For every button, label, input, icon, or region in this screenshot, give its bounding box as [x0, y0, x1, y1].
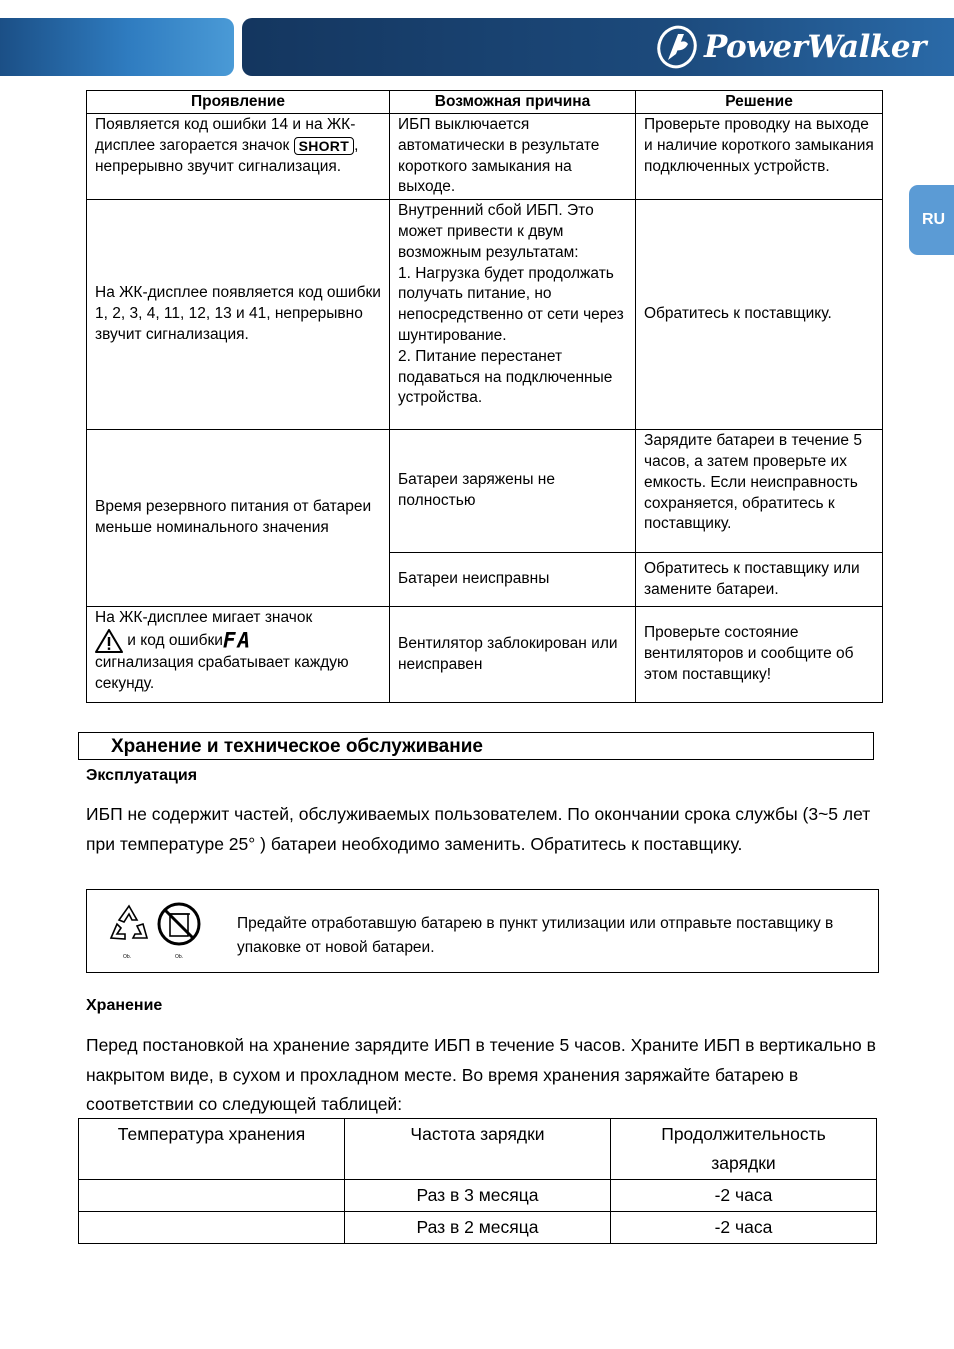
solution-cell: Проверьте проводку на выходе и наличие короткого замыкания подключенных устройств.: [636, 114, 883, 200]
solution-cell: Зарядите батареи в течение 5 часов, а затем проверьте их емкость. Если неисправность сохраняется, обратитесь к поставщику.: [636, 430, 883, 553]
table-row: [79, 1180, 877, 1212]
section-title: Хранение и техническое обслуживание: [78, 732, 874, 760]
recycle-icon-label: Ob.: [123, 954, 132, 960]
storage-table: [78, 1118, 877, 1244]
cause-cell: Батареи заряжены не полностью: [390, 430, 636, 553]
symptom-cell: [87, 114, 390, 200]
recycle-icon: [107, 902, 151, 956]
header-duration: Продолжительность зарядки: [611, 1119, 877, 1180]
header-symptom: Проявление: [87, 91, 390, 114]
cause-cell: ИБП выключается автоматически в результате короткого замыкания на выходе.: [390, 114, 636, 200]
duration-cell: -2 часа: [611, 1180, 877, 1212]
cause-line: 1. Нагрузка будет продолжать получать питание, но непосредственно от сети через шунтирование.: [398, 264, 624, 344]
table-row: [87, 114, 883, 200]
table-row: [87, 430, 883, 553]
cause-line: Внутренний сбой ИБП. Это может привести к двум возможным результатам:: [398, 202, 594, 261]
symptom-line: На ЖК-дисплее мигает значок: [95, 609, 313, 627]
recycle-text: Предайте отработавшую батарею в пункт утилизации или отправьте поставщику в упаковке от новой батареи.: [237, 915, 834, 956]
recycle-notice: [86, 889, 879, 973]
symptom-cell: Время резервного питания от батареи меньше номинального значения: [87, 430, 390, 607]
bin-icon-label: Ob.: [175, 954, 184, 960]
duration-cell: -2 часа: [611, 1212, 877, 1244]
temperature-cell: [79, 1180, 345, 1212]
cause-line: 2. Питание перестанет подаваться на подключенные устройства.: [398, 347, 613, 407]
header-frequency: Частота зарядки: [345, 1119, 611, 1180]
header-bar-left: [0, 18, 234, 76]
powerwalker-logo-icon: [654, 24, 700, 70]
storage-heading: Хранение: [86, 997, 163, 1014]
storage-text: Перед постановкой на хранение зарядите ИБП в течение 5 часов. Храните ИБП в вертикально в накрытом виде, в сухом и прохладном месте. Во время хранения заряжайте батарею в соответствии со следующей таблицей:: [86, 1035, 876, 1114]
frequency-cell: Раз в 3 месяца: [345, 1180, 611, 1212]
header-cause: Возможная причина: [390, 91, 636, 114]
symptom-cell: На ЖК-дисплее появляется код ошибки 1, 2, 3, 4, 11, 12, 13 и 41, непрерывно звучит сигнализация.: [87, 200, 390, 430]
operation-heading: Эксплуатация: [86, 767, 198, 784]
symptom-line: сигнализация срабатывает каждую секунду.: [95, 653, 349, 692]
symptom-cell: [87, 607, 390, 703]
solution-cell: Проверьте состояние вентиляторов и сообщите об этом поставщику!: [636, 607, 883, 703]
brand-name: PowerWalker: [704, 29, 926, 65]
symptom-text-end: , непрерывно звучит сигнализация.: [95, 136, 359, 175]
solution-cell: Обратитесь к поставщику.: [636, 200, 883, 430]
cause-cell: Вентилятор заблокирован или неисправен: [390, 607, 636, 703]
table-row: [87, 200, 883, 430]
header-temperature: Температура хранения: [79, 1119, 345, 1180]
temperature-cell: [79, 1212, 345, 1244]
table-header-row: [87, 91, 883, 114]
short-icon: SHORT: [294, 137, 355, 155]
table-row: [87, 607, 883, 703]
language-tab[interactable]: RU: [909, 185, 954, 255]
troubleshooting-table: [86, 90, 883, 703]
cause-cell: [390, 200, 636, 430]
crossed-bin-icon: [155, 900, 203, 948]
storage-header-row: [79, 1119, 877, 1180]
frequency-cell: Раз в 2 месяца: [345, 1212, 611, 1244]
warning-icon: [95, 629, 123, 653]
table-row: [79, 1212, 877, 1244]
operation-text: ИБП не содержит частей, обслуживаемых пользователем. По окончании срока службы (3~5 лет при температуре 25° ) батареи необходимо заменить. Обратитесь к поставщику.: [86, 804, 871, 854]
error-code-fa: FA: [222, 628, 253, 653]
symptom-text: и код ошибки: [123, 632, 223, 650]
symptom-line: [95, 629, 381, 653]
brand-logo: [654, 24, 954, 70]
symptom-text: Появляется код ошибки 14 и на ЖК-дисплее загорается значок: [95, 116, 356, 154]
solution-cell: Обратитесь к поставщику или замените батареи.: [636, 553, 883, 607]
cause-cell: Батареи неисправны: [390, 553, 636, 607]
header-solution: Решение: [636, 91, 883, 114]
